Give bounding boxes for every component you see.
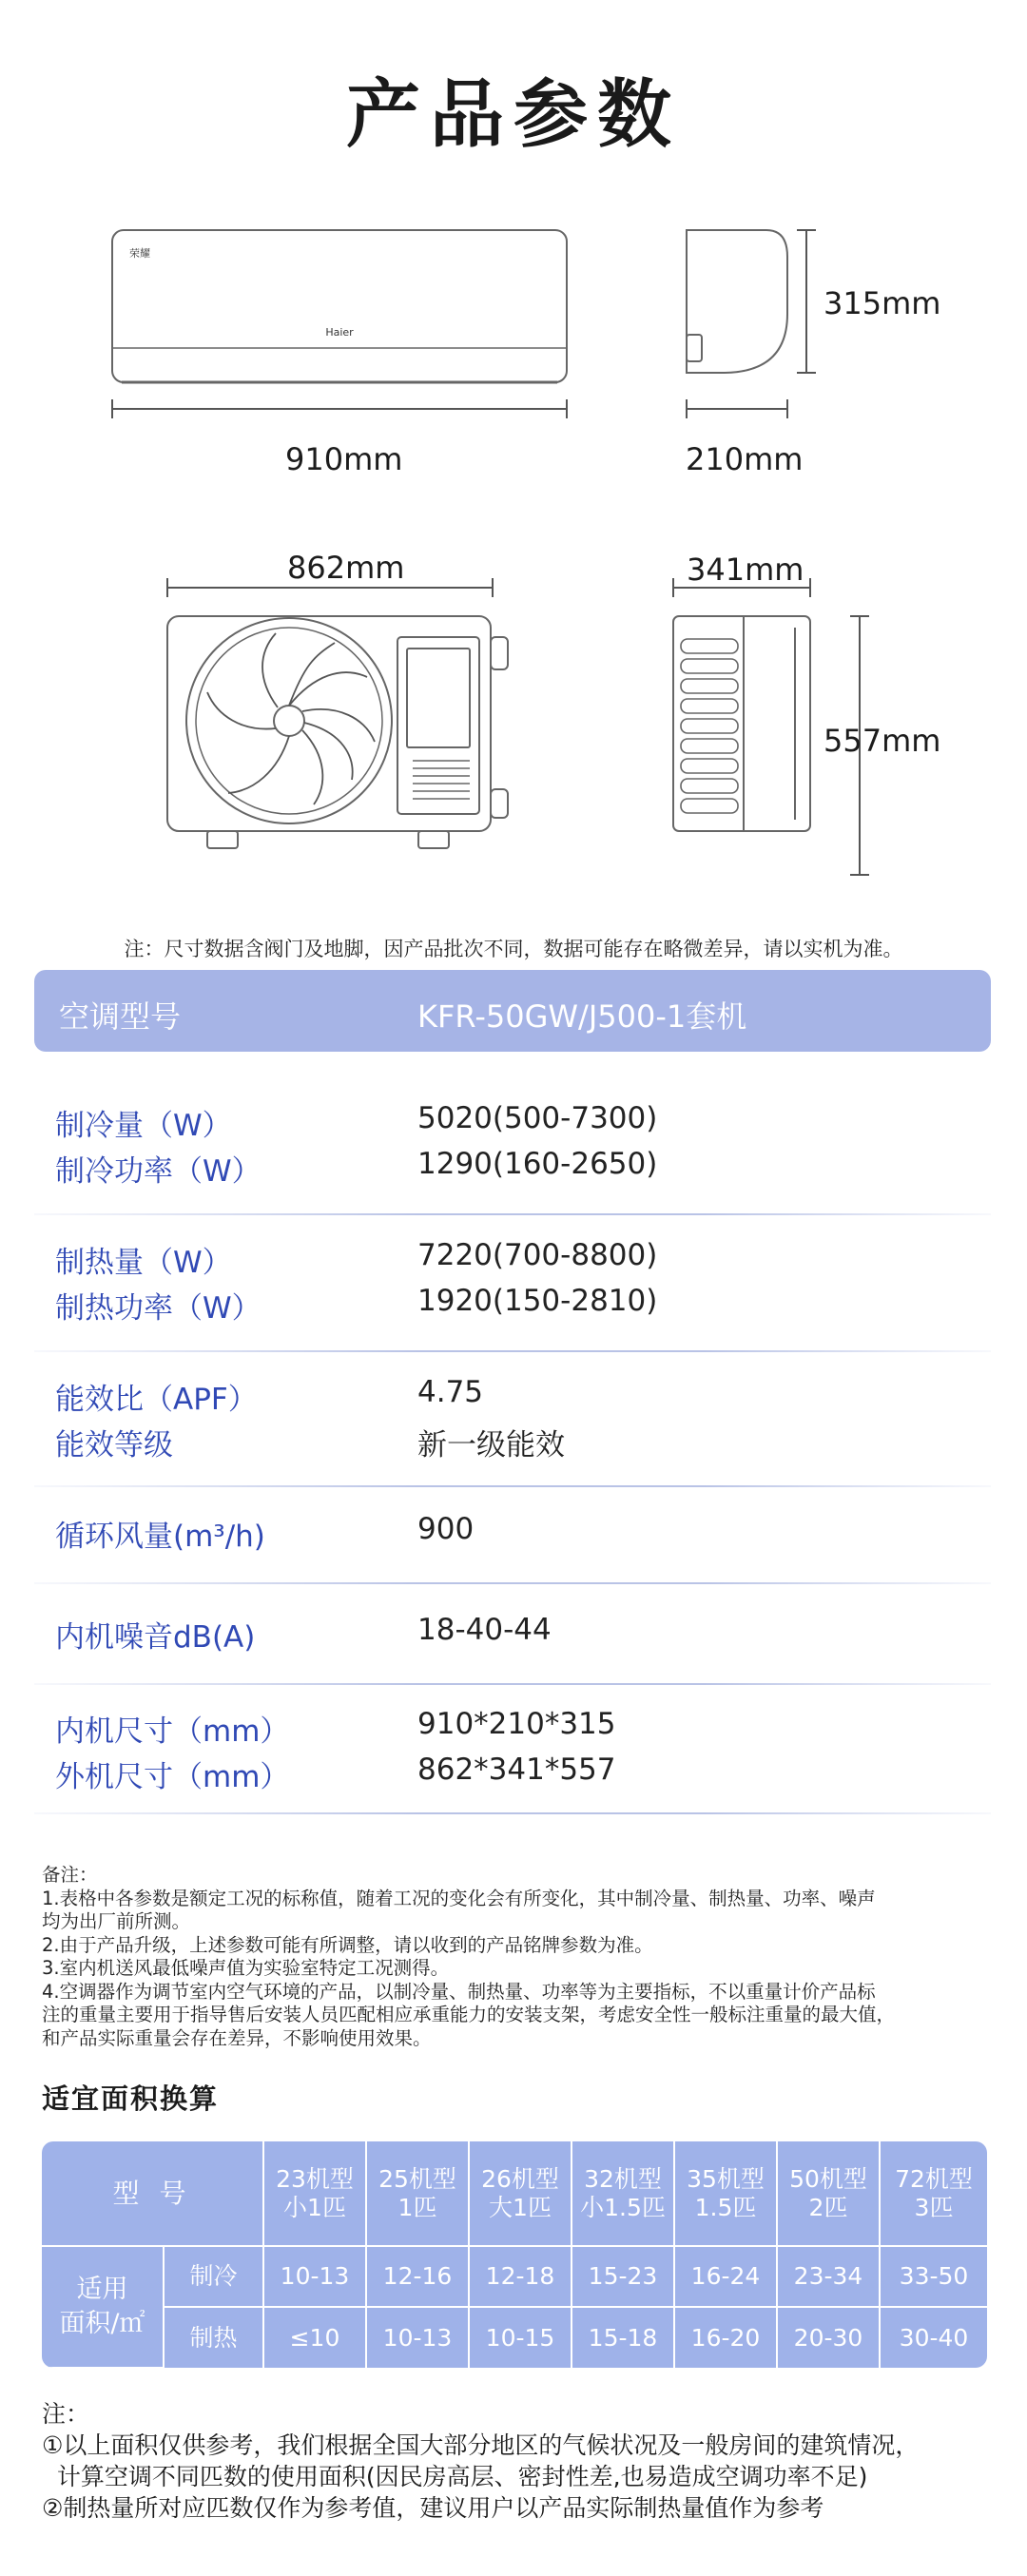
spec-group-airflow: [34, 1512, 991, 1558]
remarks-line: 2.由于产品升级，上述参数可能有所调整，请以收到的产品铭牌参数为准。: [42, 1933, 653, 1956]
remarks-line: 均为出厂前所测。: [42, 1910, 191, 1932]
outdoor-unit-front: [167, 616, 508, 848]
spec-header-value: KFR-50GW/J500-1套机: [417, 998, 747, 1035]
area-cell: 16-20: [674, 2307, 777, 2368]
spec-value: 18-40-44: [417, 1613, 552, 1647]
spec-value: 7220(700-8800): [417, 1238, 658, 1272]
outdoor-depth-label: 341mm: [687, 552, 804, 588]
outdoor-height-label: 557mm: [824, 723, 941, 759]
spec-value: 5020(500-7300): [417, 1101, 658, 1135]
page-title: 产品参数: [345, 72, 681, 158]
area-cell: 15-23: [572, 2246, 674, 2307]
spec-header-label: 空调型号: [59, 998, 182, 1035]
area-cell: 10-13: [263, 2246, 366, 2307]
model-column-header: 25机型 1匹: [366, 2141, 469, 2246]
spec-label: 内机尺寸（mm）: [55, 1714, 290, 1749]
model-column-header: 26机型 大1匹: [469, 2141, 572, 2246]
remarks-line: 3.室内机送风最低噪声值为实验室特定工况测得。: [42, 1957, 450, 1979]
area-cell: 12-18: [469, 2246, 572, 2307]
divider: [34, 1350, 991, 1352]
spec-label: 制冷功率（W）: [55, 1154, 262, 1189]
area-row-label-cooling: 制冷: [164, 2246, 263, 2307]
area-cell: 16-24: [674, 2246, 777, 2307]
area-cell: ≤10: [263, 2307, 366, 2368]
area-cell: 12-16: [366, 2246, 469, 2307]
remarks-line: 和产品实际重量会存在差异，不影响使用效果。: [42, 2026, 432, 2049]
spec-value: 862*341*557: [417, 1753, 616, 1787]
area-row-label-heating: 制热: [164, 2307, 263, 2368]
area-table: [42, 2141, 987, 2368]
indoor-width-dimension-line: [112, 399, 567, 418]
remarks-line: 4.空调器作为调节室内空气环境的产品，以制冷量、制热量、功率等为主要指标，不以重量计价产品标: [42, 1980, 876, 2003]
area-section-title: 适宜面积换算: [42, 2082, 220, 2115]
area-cell: 20-30: [777, 2307, 880, 2368]
model-column-header: 32机型 小1.5匹: [572, 2141, 674, 2246]
divider: [34, 1485, 991, 1487]
spec-label: 外机尺寸（mm）: [55, 1760, 290, 1794]
divider: [34, 1683, 991, 1685]
area-row-group-label: 适用 面积/㎡: [42, 2246, 164, 2368]
area-cell: 10-15: [469, 2307, 572, 2368]
divider: [34, 1213, 991, 1215]
outdoor-width-label: 862mm: [287, 550, 405, 586]
model-column-header: 72机型 3匹: [880, 2141, 987, 2246]
indoor-unit-side: [687, 230, 787, 373]
indoor-height-dimension-line: [797, 230, 816, 373]
spec-label: 能效等级: [55, 1428, 173, 1462]
spec-label: 制冷量（W）: [55, 1109, 232, 1143]
area-cell: 30-40: [880, 2307, 987, 2368]
spec-label: 能效比（APF）: [55, 1383, 258, 1417]
spec-group-efficiency: [34, 1375, 991, 1466]
spec-header: [34, 970, 991, 1052]
area-cell: 10-13: [366, 2307, 469, 2368]
indoor-unit-front: [112, 230, 567, 382]
remarks-title: 备注：: [42, 1864, 98, 1886]
indoor-depth-dimension-line: [687, 399, 787, 418]
footnote-line: ②制热量所对应匹数仅作为参考值，建议用户以产品实际制热量值作为参考: [42, 2494, 824, 2522]
footnote-line: 计算空调不同匹数的使用面积(因民房高层、密封性差,也易造成空调功率不足): [42, 2463, 868, 2490]
footnote: [42, 2398, 1002, 2524]
side-fins: [681, 639, 738, 813]
model-header: 型 号: [42, 2141, 263, 2246]
spec-group-cooling: [34, 1101, 991, 1192]
indoor-badge-text: 荣耀: [129, 247, 150, 260]
spec-value: 900: [417, 1512, 475, 1546]
spec-label: 制热量（W）: [55, 1246, 232, 1280]
remarks-line: 1.表格中各参数是额定工况的标称值，随着工况的变化会有所变化，其中制冷量、制热量、功率、噪声: [42, 1887, 876, 1909]
spec-group-heating: [34, 1238, 991, 1329]
indoor-depth-label: 210mm: [686, 441, 804, 477]
divider: [34, 1582, 991, 1584]
spec-label: 内机噪音dB(A): [55, 1620, 256, 1655]
remarks: [42, 1864, 993, 2050]
indoor-width-label: 910mm: [285, 441, 403, 477]
footnote-title: 注：: [42, 2400, 90, 2428]
spec-label: 循环风量(m³/h): [55, 1520, 265, 1554]
spec-value: 1920(150-2810): [417, 1284, 658, 1318]
spec-label: 制热功率（W）: [55, 1291, 262, 1326]
spec-value: 新一级能效: [417, 1428, 565, 1462]
spec-value: 1290(160-2650): [417, 1147, 658, 1181]
model-column-header: 50机型 2匹: [777, 2141, 880, 2246]
haier-logo-text: Haier: [325, 326, 354, 339]
spec-group-size: [34, 1707, 991, 1798]
area-cell: 33-50: [880, 2246, 987, 2307]
indoor-height-label: 315mm: [824, 285, 941, 321]
spec-group-noise: [34, 1613, 991, 1658]
dimension-note: 注：尺寸数据含阀门及地脚，因产品批次不同，数据可能存在略微差异，请以实机为准。: [124, 938, 903, 960]
spec-value: 910*210*315: [417, 1707, 616, 1741]
model-column-header: 35机型 1.5匹: [674, 2141, 777, 2246]
footnote-line: ①以上面积仅供参考，我们根据全国大部分地区的气候状况及一般房间的建筑情况，: [42, 2431, 920, 2459]
divider: [34, 1812, 991, 1814]
area-cell: 23-34: [777, 2246, 880, 2307]
area-cell: 15-18: [572, 2307, 674, 2368]
spec-value: 4.75: [417, 1375, 484, 1409]
dimension-drawings: [0, 0, 1027, 932]
model-column-header: 23机型 小1匹: [263, 2141, 366, 2246]
remarks-line: 注的重量主要用于指导售后安装人员匹配相应承重能力的安装支架，考虑安全性一般标注重量的最大值，: [42, 2004, 896, 2025]
